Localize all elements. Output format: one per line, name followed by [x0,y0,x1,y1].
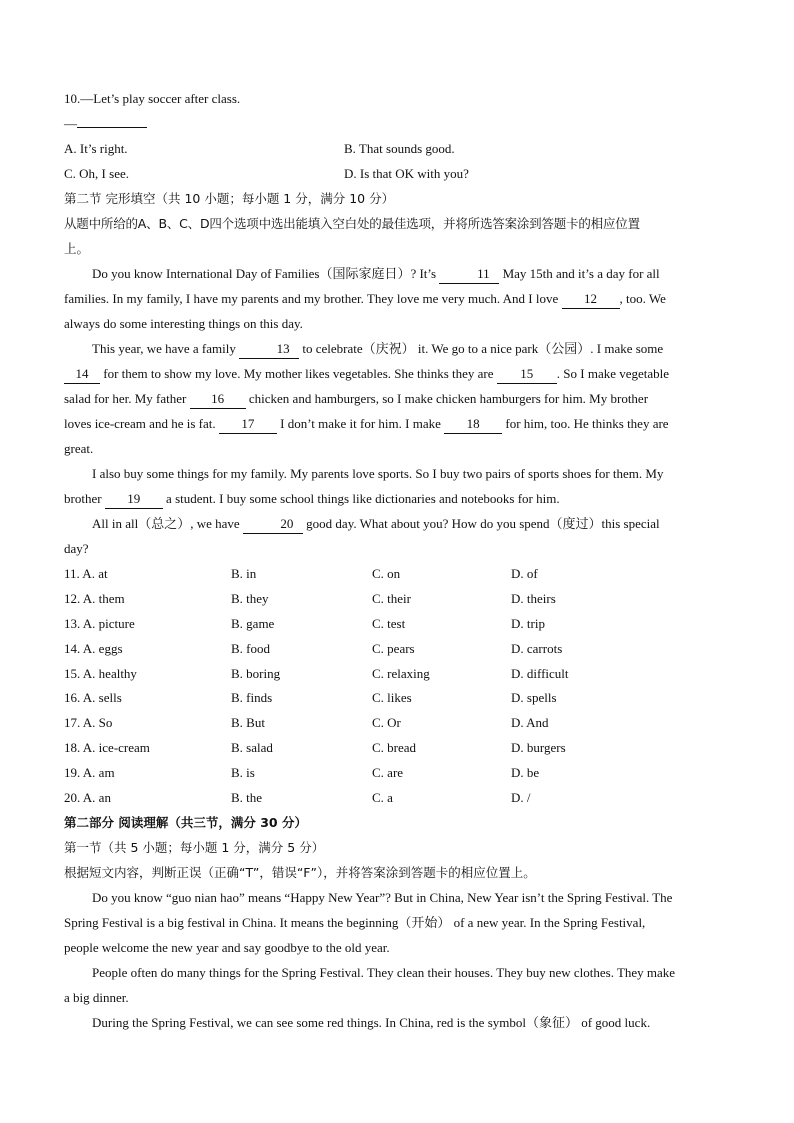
choice-a: 18. A. ice-cream [64,740,150,756]
passage-line [64,261,730,286]
choice-row-19 [64,760,730,785]
passage-text: for them to show my love. My mother likes vegetables. She thinks they are [100,366,497,381]
part2-heading: 第二部分 阅读理解（共三节，满分 30 分） [64,814,307,830]
passage-text: for him, too. He thinks they are [502,416,669,431]
passage-text: chicken and hamburgers, so I make chicken hamburgers for him. My brother [245,391,649,406]
choice-b: B. game [231,615,275,631]
choice-c: C. bread [372,740,417,756]
choice-b: B. food [231,640,270,656]
choice-a: 15. A. healthy [64,665,137,681]
passage-line: day? [64,541,89,556]
choice-b: B. boring [231,665,281,681]
q10-option-b: B. That sounds good. [344,141,455,156]
choice-a: 11. A. at [64,566,108,581]
blank-20: 20 [243,515,303,534]
q10-blank [77,113,147,128]
passage-text: brother [64,491,105,506]
choice-d: D. trip [511,615,545,631]
choice-c: C. likes [372,690,412,706]
passage-text: All in all（总之）, we have [92,516,243,531]
choice-a: 13. A. picture [64,615,135,631]
passage-text: loves ice-cream and he is fat. [64,416,219,431]
passage-text: . So I make vegetable [556,366,670,381]
passage-line: great. [64,441,94,456]
choice-a: 20. A. an [64,790,111,806]
passage-line [64,411,730,436]
blank-14: 14 [64,365,100,384]
choice-row-20 [64,785,730,810]
passage-text: I don’t make it for him. I make [276,416,445,431]
reading-line: People often do many things for the Spring Festival. They clean their houses. They buy new clothes. They make [92,964,676,980]
passage-line [64,486,730,511]
choice-c: C. their [372,590,411,606]
choice-a: 16. A. sells [64,690,122,706]
passage-text: good day. What about you? How do you spend（度过）this special [302,516,660,531]
choice-d: D. of [511,566,538,581]
q10-options-row-1 [64,136,730,161]
passage-text: May 15th and it’s a day for all [499,266,660,281]
choice-c: C. test [372,615,406,631]
q10-option-d: D. Is that OK with you? [344,166,469,181]
choice-row-14 [64,636,730,661]
blank-15: 15 [497,365,557,384]
reading-line: people welcome the new year and say goodbye to the old year. [64,939,390,955]
passage-text: to celebrate（庆祝） it. We go to a nice park（公园）. I make some [299,341,664,356]
exam-page [64,86,730,1035]
choice-b: B. salad [231,740,273,756]
passage-line: always do some interesting things on this day. [64,316,303,331]
choice-a: 19. A. am [64,765,115,781]
reading-line: During the Spring Festival, we can see some red things. In China, red is the symbol（象征） of good luck. [92,1014,651,1030]
choice-c: C. a [372,790,393,806]
blank-17: 17 [219,415,277,434]
choice-d: D. And [511,715,549,731]
choice-row-13 [64,611,730,636]
choice-a: 14. A. eggs [64,640,123,656]
choice-row-18 [64,735,730,760]
choice-b: B. finds [231,690,273,706]
choice-a: 12. A. them [64,590,125,606]
choice-b: B. in [231,566,257,581]
q10-dash: — [64,116,77,131]
choice-d: D. spells [511,690,557,706]
choice-row-16 [64,685,730,710]
blank-11: 11 [439,265,499,284]
choice-d: D. difficult [511,665,569,681]
choice-c: C. Or [372,715,401,731]
choice-row-11 [64,561,730,586]
passage-line [64,386,730,411]
choice-b: B. But [231,715,265,731]
blank-13: 13 [239,340,299,359]
passage-line [64,511,730,536]
choice-b: B. the [231,790,263,806]
passage-line: I also buy some things for my family. My parents love sports. So I buy two pairs of sports shoes for them. My [92,466,664,481]
choice-d: D. burgers [511,740,566,756]
reading-line: Do you know “guo nian hao” means “Happy New Year”? But in China, New Year isn’t the Spring Festival. The [92,889,673,905]
passage-line [64,336,730,361]
reading-line: a big dinner. [64,989,129,1005]
passage-line [64,361,730,386]
q10-stem: 10.—Let’s play soccer after class. [64,91,241,106]
choice-d: D. / [511,790,531,806]
choice-c: C. pears [372,640,415,656]
choice-c: C. relaxing [372,665,430,681]
choice-c: C. on [372,566,401,581]
choice-d: D. theirs [511,590,556,606]
part2-sub-heading: 第一节（共 5 小题；每小题 1 分，满分 5 分） [64,839,325,855]
choice-c: C. are [372,765,404,781]
choice-b: B. is [231,765,255,781]
choice-row-17 [64,710,730,735]
passage-text: , too. We [619,291,666,306]
passage-text: a student. I buy some school things like dictionaries and notebooks for him. [162,491,560,506]
passage-text: families. In my family, I have my parents and my brother. They love me very much. And I love [64,291,562,306]
passage-text: salad for her. My father [64,391,190,406]
section2-heading: 第二节 完形填空（共 10 小题；每小题 1 分，满分 10 分） [64,191,395,206]
passage-text: Do you know International Day of Families（国际家庭日）? It’s [92,266,440,281]
part2-instruction: 根据短文内容，判断正误（正确“T”，错误“F”），并将答案涂到答题卡的相应位置上。 [64,864,536,880]
blank-19: 19 [105,490,163,509]
reading-line: Spring Festival is a big festival in China. It means the beginning（开始） of a new year. In the Spring Festival, [64,914,646,930]
section2-instruction-1: 从题中所给的A、B、C、D四个选项中选出能填入空白处的最佳选项，并将所选答案涂到答题卡的相应位置 [64,216,640,231]
q10-option-a: A. It’s right. [64,141,128,156]
choice-d: D. be [511,765,540,781]
blank-18: 18 [444,415,502,434]
choice-row-12 [64,586,730,611]
q10-answer-line [64,111,730,136]
choice-b: B. they [231,590,269,606]
blank-12: 12 [562,290,620,309]
q10-options-row-2 [64,161,730,186]
passage-line [64,286,730,311]
choice-a: 17. A. So [64,715,113,731]
choice-d: D. carrots [511,640,563,656]
cloze-choices [64,561,730,810]
section2-instruction-2: 上。 [64,241,90,256]
q10-option-c: C. Oh, I see. [64,166,129,181]
choice-row-15 [64,661,730,686]
passage-text: This year, we have a family [92,341,240,356]
blank-16: 16 [190,390,246,409]
